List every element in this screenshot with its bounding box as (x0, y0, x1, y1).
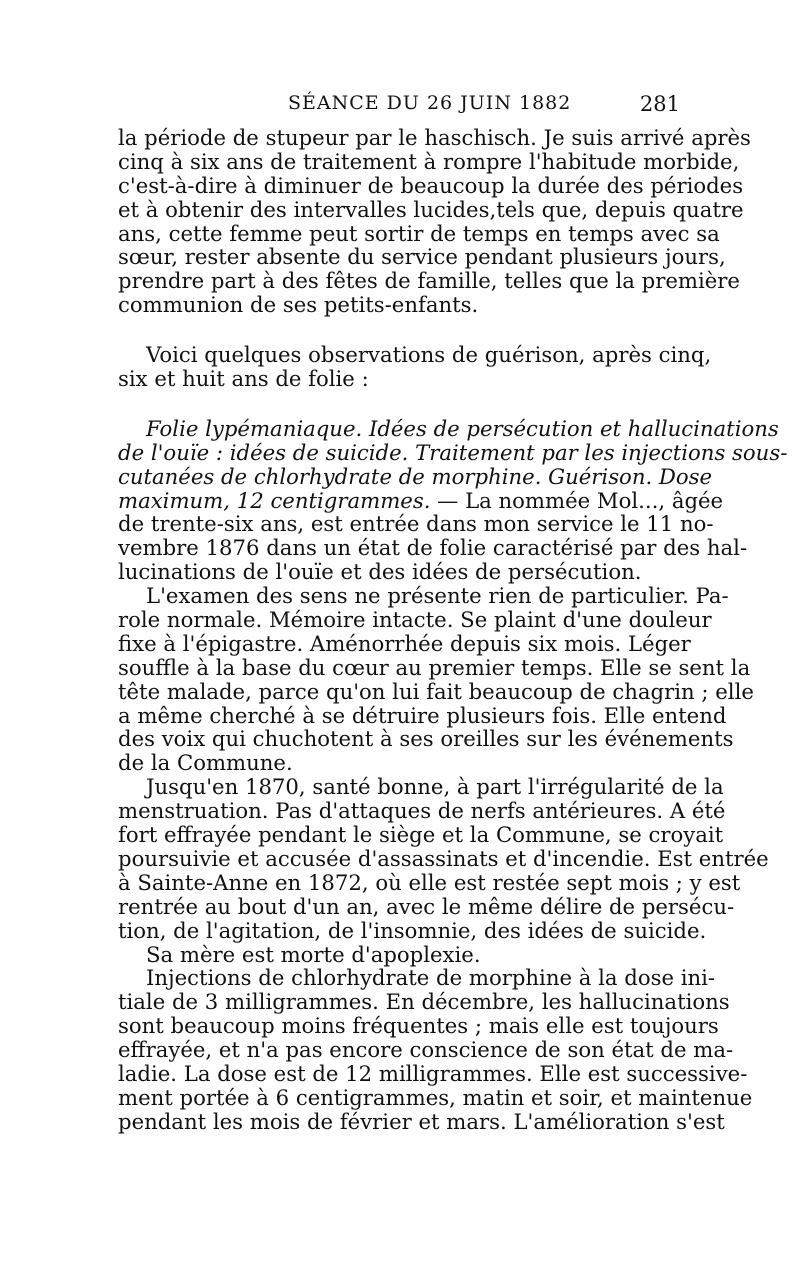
text-line: rentrée au bout d'un an, avec le même délire de persécu- (118, 893, 735, 919)
text-line: vembre 1876 dans un état de folie caractérisé par des hal- (118, 535, 748, 561)
text-line: communion de ses petits-enfants. (118, 292, 479, 318)
text-line: Sa mère est morte d'apoplexie. (146, 941, 481, 967)
case-heading-line: cutanées de chlorhydrate de morphine. Guérison. Dose (118, 463, 713, 489)
text-line: lucinations de l'ouïe et des idées de persécution. (118, 559, 642, 585)
paragraph-injections (118, 965, 753, 1134)
page-header (118, 92, 680, 120)
paragraph-family (118, 943, 680, 967)
text-line: la période de stupeur par le haschisch. Je suis arrivé après (118, 125, 751, 150)
case-heading-patient: — La nommée Mol..., âgée (430, 487, 724, 513)
text-line: tiale de 3 milligrammes. En décembre, les hallucinations (118, 989, 730, 1015)
text-line: six et huit ans de folie : (118, 366, 369, 392)
case-heading-line (118, 487, 724, 513)
text-line: souffle à la base du cœur au premier temps. Elle se sent la (118, 654, 751, 680)
text-line: fixe à l'épigastre. Aménorrhée depuis six mois. Léger (118, 630, 691, 656)
text-line: tête malade, parce qu'on lui fait beaucoup de chagrin ; elle (118, 678, 754, 704)
text-line: ladie. La dose est de 12 milligrammes. Elle est successive- (118, 1060, 748, 1086)
text-line: Jusqu'en 1870, santé bonne, à part l'irrégularité de la (146, 774, 724, 800)
text-line: a même cherché à se détruire plusieurs fois. Elle entend (118, 702, 727, 728)
page-number: 281 (639, 92, 680, 116)
paragraph-examination (118, 583, 754, 776)
running-title: SÉANCE DU 26 JUIN 1882 (288, 92, 572, 114)
text-line: à Sainte-Anne en 1872, où elle est restée sept mois ; y est (118, 869, 741, 895)
paragraph-history (118, 774, 769, 943)
text-line: c'est-à-dire à diminuer de beaucoup la durée des périodes (118, 172, 744, 198)
paragraph-gap (118, 391, 680, 417)
text-line: L'examen des sens ne présente rien de particulier. Pa- (146, 583, 729, 609)
text-line: et à obtenir des intervalles lucides,tels que, depuis quatre (118, 196, 744, 222)
case-heading-line: Folie lypémaniaque. Idées de persécution et hallucinations (146, 415, 779, 441)
text-line: effrayée, et n'a pas encore conscience de son état de ma- (118, 1037, 734, 1063)
text-line: de la Commune. (118, 750, 293, 776)
text-line: sœur, rester absente du service pendant plusieurs jours, (118, 244, 726, 270)
text-line: fort effrayée pendant le siège et la Commune, se croyait (118, 822, 724, 848)
text-line: role normale. Mémoire intacte. Se plaint d'une douleur (118, 607, 712, 633)
paragraph-observations-intro (118, 342, 712, 392)
text-line: Injections de chlorhydrate de morphine à la dose ini- (146, 965, 716, 991)
text-line: ans, cette femme peut sortir de temps en temps avec sa (118, 220, 720, 246)
text-line: cinq à six ans de traitement à rompre l'habitude morbide, (118, 148, 740, 174)
text-line: pendant les mois de février et mars. L'amélioration s'est (118, 1108, 725, 1134)
paragraph-gap (118, 317, 680, 343)
text-line: de trente-six ans, est entrée dans mon service le 11 no- (118, 511, 714, 537)
case-heading (118, 415, 788, 585)
text-line: Voici quelques observations de guérison, après cinq, (146, 342, 712, 368)
text-line: des voix qui chuchotent à ses oreilles sur les événements (118, 726, 734, 752)
body-text (118, 125, 788, 1134)
text-line: tion, de l'agitation, de l'insomnie, des idées de suicide. (118, 917, 707, 943)
paragraph-stupor-treatment (118, 125, 751, 318)
text-line: menstruation. Pas d'attaques de nerfs antérieures. A été (118, 798, 726, 824)
text-line: ment portée à 6 centigrammes, matin et soir, et maintenue (118, 1084, 753, 1110)
case-heading-dose: maximum, 12 centigrammes. (118, 487, 431, 513)
text-line: prendre part à des fêtes de famille, telles que la première (118, 268, 740, 294)
text-line: sont beaucoup moins fréquentes ; mais elle est toujours (118, 1013, 719, 1039)
text-line: poursuivie et accusée d'assassinats et d'incendie. Est entrée (118, 845, 769, 871)
case-heading-line: de l'ouïe : idées de suicide. Traitement par les injections sous- (118, 439, 788, 465)
